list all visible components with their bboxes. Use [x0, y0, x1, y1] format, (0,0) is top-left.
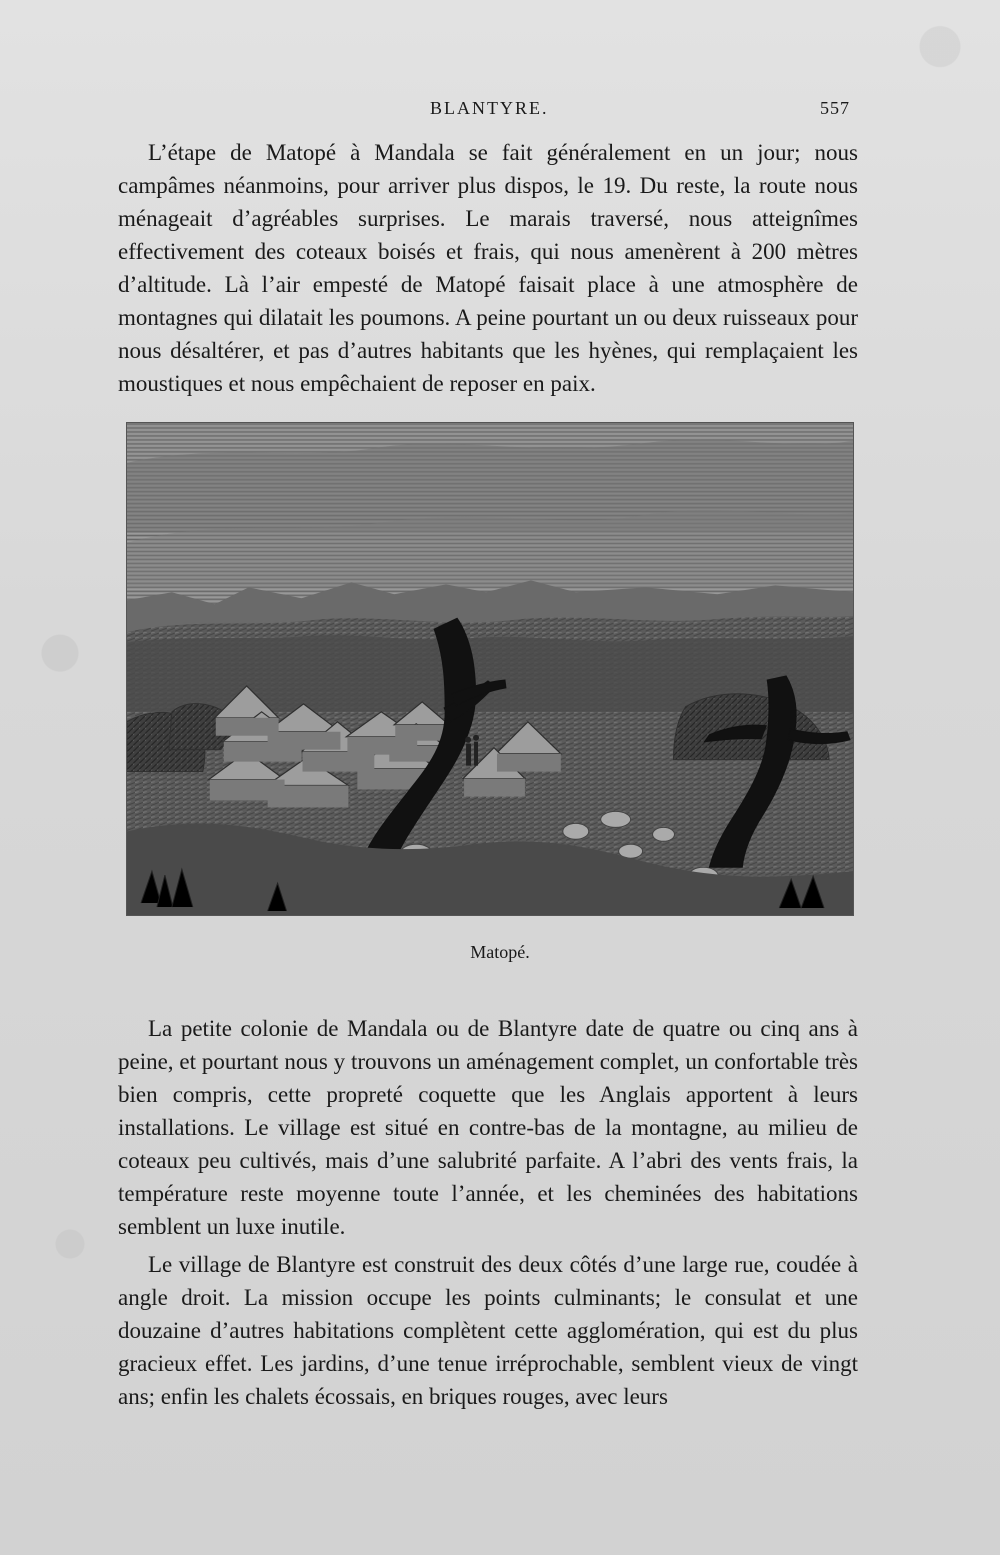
page-header: [118, 98, 850, 128]
page-number: 557: [820, 98, 850, 118]
figure-caption: Matopé.: [470, 942, 530, 962]
engraving-illustration: [126, 422, 854, 916]
paragraph: L’étape de Matopé à Mandala se fait généralement en un jour; nous campâmes néanmoins, pour arriver plus dispos, le 19. Du reste, la route nous ménageait d’agréables surprises. Le marais traversé, nous atteignîmes effectivement des coteaux boisés et frais, qui nous amenèrent à 200 mètres d’altitude. Là l’air empesté de Matopé faisait place à une atmosphère de montagnes qui dilatait les poumons. A peine pourtant un ou deux ruisseaux pour nous désaltérer, et pas d’autres habitants que les hyènes, qui remplaçaient les moustiques et nous empêchaient de reposer en paix.: [118, 140, 858, 396]
bottom-text-block: [118, 1012, 858, 1413]
paragraph: Le village de Blantyre est construit des deux côtés d’une large rue, coudée à angle droit. La mission occupe les points culminants; le consulat et une douzaine d’autres habitations complètent cette agglomération, qui est du plus gracieux effet. Les jardins, d’une tenue irréprochable, semblent vieux de vingt ans; enfin les chalets écossais, en briques rouges, avec leurs: [118, 1252, 858, 1409]
running-head: BLANTYRE.: [430, 98, 549, 118]
paragraph: La petite colonie de Mandala ou de Blantyre date de quatre ou cinq ans à peine, et pourtant nous y trouvons un aménagement complet, un confortable très bien compris, cette propreté coquette que les Anglais apportent à leurs installations. Le village est situé en contre-bas de la montagne, au milieu de coteaux peu cultivés, mais d’une salubrité parfaite. A l’abri des vents frais, la température reste moyenne toute l’année, et les cheminées des habitations semblent un luxe inutile.: [118, 1016, 858, 1239]
top-text-block: [118, 136, 858, 400]
